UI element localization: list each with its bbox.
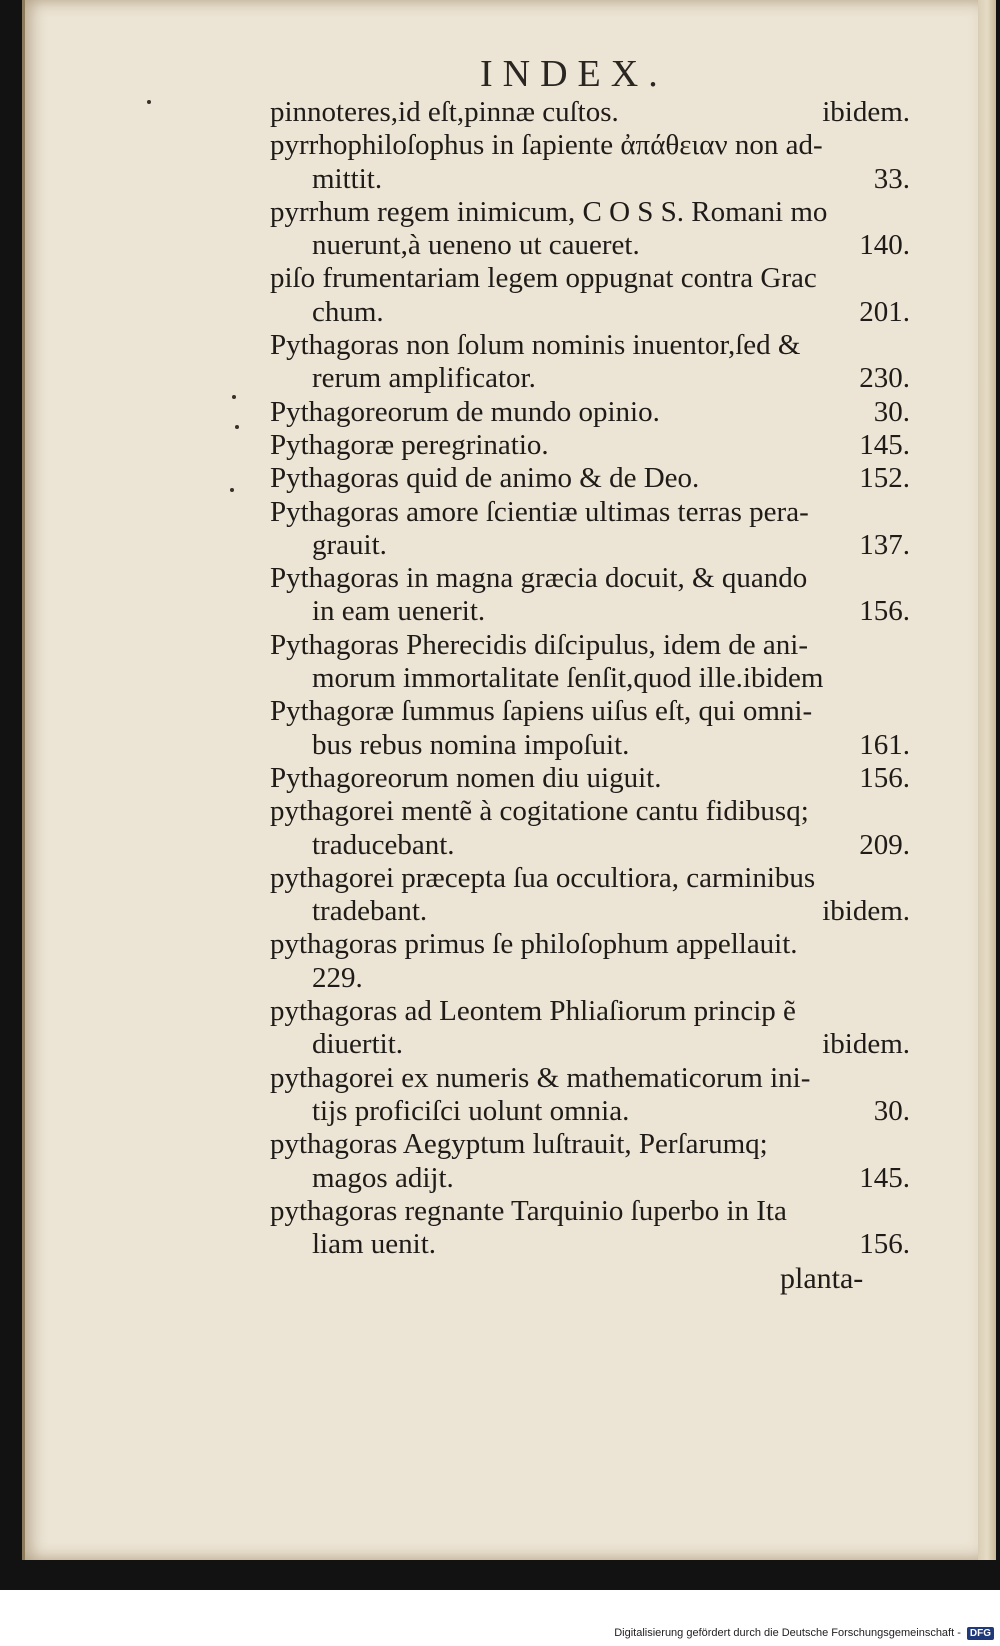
entry-text: grauit. — [312, 528, 387, 561]
index-line — [270, 262, 910, 295]
index-line — [270, 795, 910, 828]
page-reference: 161. — [859, 728, 910, 761]
index-line — [270, 729, 910, 762]
entry-text: piſo frumentariam legem oppugnat contra Grac — [270, 262, 817, 295]
index-line — [270, 329, 910, 362]
entry-text: pyrrhophiloſophus in ſapiente ἀπάθειαν non ad- — [270, 129, 823, 162]
ink-speck — [232, 395, 236, 399]
index-line — [270, 462, 910, 495]
page-reference: 145. — [859, 428, 910, 461]
index-line — [270, 1062, 910, 1095]
index-line — [270, 229, 910, 262]
digitization-footer — [614, 1624, 994, 1642]
entry-text: pythagoras primus ſe philoſophum appellauit. — [270, 928, 798, 961]
ink-speck — [230, 488, 234, 492]
entry-text: magos adijt. — [312, 1161, 454, 1194]
page-reference: 30. — [873, 395, 910, 428]
page-reference: 156. — [859, 761, 910, 794]
entry-text: tradebant. — [312, 895, 428, 928]
index-line — [270, 396, 910, 429]
entry-text: Pythagoras Pherecidis diſcipulus, idem de ani- — [270, 628, 809, 661]
page-reference: ibidem. — [822, 895, 910, 928]
page-reference: 152. — [859, 462, 910, 495]
entry-text: in eam uenerit. — [312, 595, 486, 628]
entry-text: pyrrhum regem inimicum, C O S S. Romani mo — [270, 195, 828, 228]
index-line — [270, 362, 910, 395]
entry-text: nuerunt,à ueneno ut caueret. — [312, 229, 640, 262]
index-line — [270, 595, 910, 628]
page-reference: 137. — [859, 528, 910, 561]
index-line — [270, 762, 910, 795]
index-line — [270, 529, 910, 562]
entry-text: Pythagoræ ſummus ſapiens uiſus eſt, qui omni- — [270, 695, 813, 728]
index-line — [270, 96, 910, 129]
entry-text: Pythagoras non ſolum nominis inuentor,ſed & — [270, 329, 801, 362]
entry-text: tijs proficiſci uolunt omnia. — [312, 1094, 630, 1127]
entry-text: Pythagoras quid de animo & de Deo. — [270, 462, 700, 495]
index-line — [270, 895, 910, 928]
entry-text: pythagorei præcepta ſua occultiora, carminibus — [270, 861, 816, 894]
index-line — [270, 1228, 910, 1261]
index-line — [270, 1162, 910, 1195]
index-line — [270, 662, 910, 695]
index-line — [270, 496, 910, 529]
page-reference: 209. — [859, 828, 910, 861]
entry-text: Pythagoreorum de mundo opinio. — [270, 395, 660, 428]
index-line — [270, 429, 910, 462]
index-line — [270, 296, 910, 329]
page-reference: ibidem. — [822, 1028, 910, 1061]
index-line — [270, 695, 910, 728]
index-line — [270, 829, 910, 862]
entry-text: pinnoteres,id eſt,pinnæ cuſtos. — [270, 96, 619, 128]
dfg-logo-icon: DFG — [967, 1627, 994, 1640]
index-line — [270, 1195, 910, 1228]
page-edge — [978, 0, 996, 1560]
entry-text: liam uenit. — [312, 1228, 437, 1261]
entry-text: pythagoras Aegyptum luſtrauit, Perſarumq; — [270, 1128, 768, 1161]
catchword: planta- — [780, 1262, 864, 1295]
page-reference: 156. — [859, 595, 910, 628]
page-reference: 145. — [859, 1161, 910, 1194]
index-line — [270, 196, 910, 229]
page-reference: 30. — [873, 1094, 910, 1127]
ink-speck — [235, 425, 239, 429]
ink-speck — [147, 100, 151, 104]
entry-text: 229. — [312, 961, 363, 994]
entry-text: pythagorei ex numeris & mathematicorum ini- — [270, 1061, 811, 1094]
entry-text: pythagoras ad Leontem Phliaſiorum princip ẽ — [270, 995, 796, 1028]
entry-text: chum. — [312, 295, 384, 328]
entry-text: rerum amplificator. — [312, 362, 536, 395]
index-line — [270, 928, 910, 961]
entry-text: morum immortalitate ſenſit,quod ille.ibidem — [312, 662, 824, 695]
entry-text: Pythagoreorum nomen diu uiguit. — [270, 761, 662, 794]
index-line — [270, 995, 910, 1028]
entry-text: mittit. — [312, 162, 383, 195]
entry-text: diuertit. — [312, 1028, 404, 1061]
page-reference: 201. — [859, 295, 910, 328]
page-reference: 33. — [873, 162, 910, 195]
page-header: INDEX. — [480, 53, 668, 95]
page-reference: 156. — [859, 1228, 910, 1261]
entry-text: pythagoras regnante Tarquinio ſuperbo in Ita — [270, 1194, 787, 1227]
index-entries — [270, 96, 910, 1261]
index-line — [270, 1095, 910, 1128]
index-line — [270, 962, 910, 995]
footer-text: Digitalisierung gefördert durch die Deutsche Forschungsgemeinschaft - — [614, 1627, 961, 1639]
entry-text: pythagorei mentẽ à cogitatione cantu fidibusq; — [270, 795, 809, 828]
index-line — [270, 1028, 910, 1061]
page-reference: 230. — [859, 362, 910, 395]
index-line — [270, 129, 910, 162]
entry-text: Pythagoras in magna græcia docuit, & quando — [270, 562, 808, 595]
page-reference: 140. — [859, 229, 910, 262]
entry-text: Pythagoras amore ſcientiæ ultimas terras pera- — [270, 495, 809, 528]
index-line — [270, 562, 910, 595]
entry-text: bus rebus nomina impoſuit. — [312, 728, 630, 761]
index-line — [270, 163, 910, 196]
page-reference: ibidem. — [822, 96, 910, 128]
index-line — [270, 629, 910, 662]
entry-text: Pythagoræ peregrinatio. — [270, 428, 549, 461]
entry-text: traducebant. — [312, 828, 455, 861]
index-line — [270, 862, 910, 895]
index-line — [270, 1128, 910, 1161]
